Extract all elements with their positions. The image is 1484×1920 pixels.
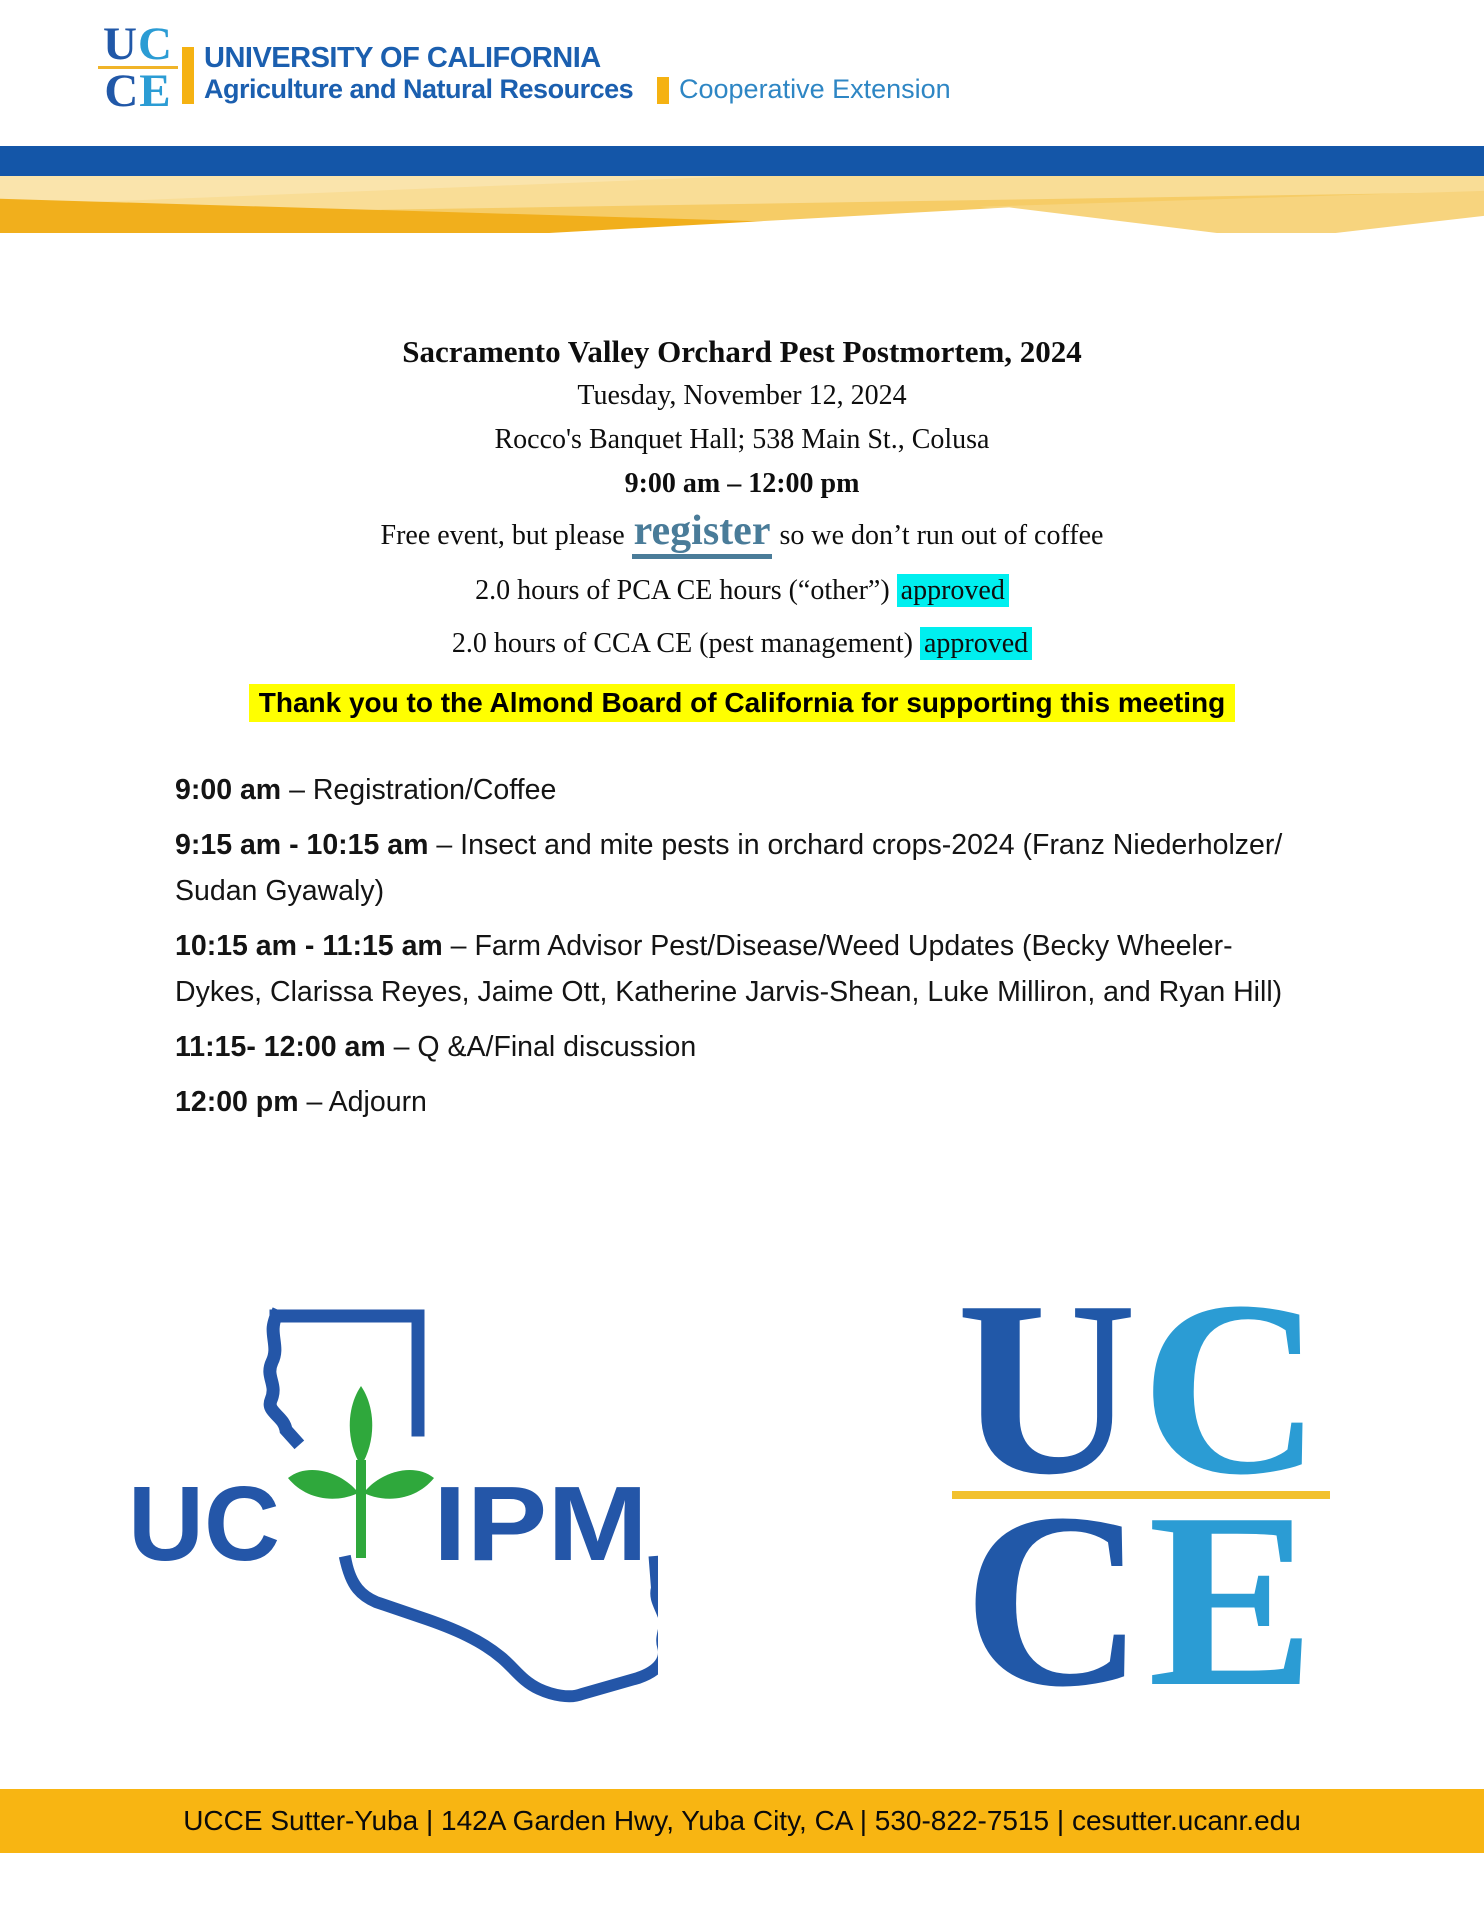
agenda-item-registration <box>175 767 1283 813</box>
org-name-line2: Agriculture and Natural Resources <box>204 74 634 104</box>
cca-ce-line <box>0 617 1484 670</box>
ucce-small-logo-top-row <box>95 18 181 70</box>
event-details-block <box>0 330 1484 722</box>
ucce-small-logo <box>95 18 181 117</box>
cca-approved-highlight: approved <box>920 627 1032 660</box>
event-time-range: 9:00 am – 12:00 pm <box>624 468 860 499</box>
register-link[interactable]: register <box>632 508 773 559</box>
agenda-item-insect-mite <box>175 822 1283 914</box>
logo-letter-u: U <box>103 18 138 70</box>
register-line <box>0 507 1484 564</box>
sponsor-note: Thank you to the Almond Board of California for supporting this meeting <box>249 684 1236 722</box>
agenda-desc: – Insect and mite pests in orchard crops-2024 (Franz Niederholzer/ Sudan Gyawaly) <box>175 829 1283 907</box>
pca-ce-line <box>0 564 1484 617</box>
agenda-item-farm-advisor <box>175 923 1283 1015</box>
register-post-text: so we don’t run out of coffee <box>772 520 1104 551</box>
agenda-desc: – Q &A/Final discussion <box>385 1031 697 1063</box>
agenda-desc: – Registration/Coffee <box>281 774 557 806</box>
ucce-small-logo-bottom-row <box>95 65 181 117</box>
agenda-item-adjourn <box>175 1079 1283 1125</box>
ucipm-ipm-text: IPM <box>433 1465 648 1583</box>
gold-separator-bar <box>182 47 194 104</box>
ucipm-uc-text: UC <box>128 1465 280 1583</box>
event-venue: Rocco's Banquet Hall; 538 Main St., Colusa <box>494 424 990 455</box>
agenda-time: 12:00 pm <box>175 1086 299 1118</box>
agenda-time: 11:15- 12:00 am <box>175 1031 386 1063</box>
ucce-letter-e: E <box>1147 1462 1319 1739</box>
uc-ipm-logo <box>118 1290 658 1705</box>
ucce-top-row <box>952 1250 1330 1527</box>
logo-letter-c: C <box>138 18 173 70</box>
agenda-time: 9:00 am <box>175 774 282 806</box>
agenda-list <box>175 767 1283 1134</box>
agenda-time: 10:15 am - 11:15 am <box>175 930 443 962</box>
banner-gold-band <box>0 176 1484 233</box>
footer-contact-bar <box>0 1789 1484 1853</box>
ucce-letter-u: U <box>956 1250 1141 1527</box>
banner-blue-bar <box>0 146 1484 176</box>
ucce-letter-c-top: C <box>1141 1250 1326 1527</box>
footer-contact-text: UCCE Sutter-Yuba | 142A Garden Hwy, Yuba City, CA | 530-822-7515 | cesutter.ucanr.edu <box>183 1805 1301 1836</box>
logo-letter-e: E <box>139 65 172 117</box>
gold-separator-bar-2 <box>657 77 669 104</box>
org-name-block <box>204 42 633 104</box>
sponsor-line-wrap <box>0 684 1484 722</box>
event-date: Tuesday, November 12, 2024 <box>577 380 907 411</box>
pca-approved-highlight: approved <box>897 574 1009 607</box>
cca-ce-text: 2.0 hours of CCA CE (pest management) <box>451 628 920 659</box>
ucce-letter-c-bottom: C <box>963 1462 1148 1739</box>
cooperative-extension-label: Cooperative Extension <box>679 74 951 104</box>
event-title: Sacramento Valley Orchard Pest Postmortem, 2024 <box>402 334 1082 369</box>
agenda-item-qa <box>175 1024 1283 1070</box>
ucce-large-logo <box>952 1250 1330 1739</box>
agenda-time: 9:15 am - 10:15 am <box>175 829 429 861</box>
agenda-desc: – Farm Advisor Pest/Disease/Weed Updates (Becky Wheeler-Dykes, Clarissa Reyes, Jaime Ott, Katherine Jarvis-Shean, Luke Milliron, and Ryan Hill) <box>175 930 1283 1008</box>
pca-ce-text: 2.0 hours of PCA CE hours (“other”) <box>475 575 897 606</box>
ucce-bottom-row <box>952 1462 1330 1739</box>
org-name-line1: UNIVERSITY OF CALIFORNIA <box>204 42 601 74</box>
logo-letter-c2: C <box>104 65 140 117</box>
agenda-desc: – Adjourn <box>298 1086 427 1118</box>
register-pre-text: Free event, but please <box>380 520 632 551</box>
